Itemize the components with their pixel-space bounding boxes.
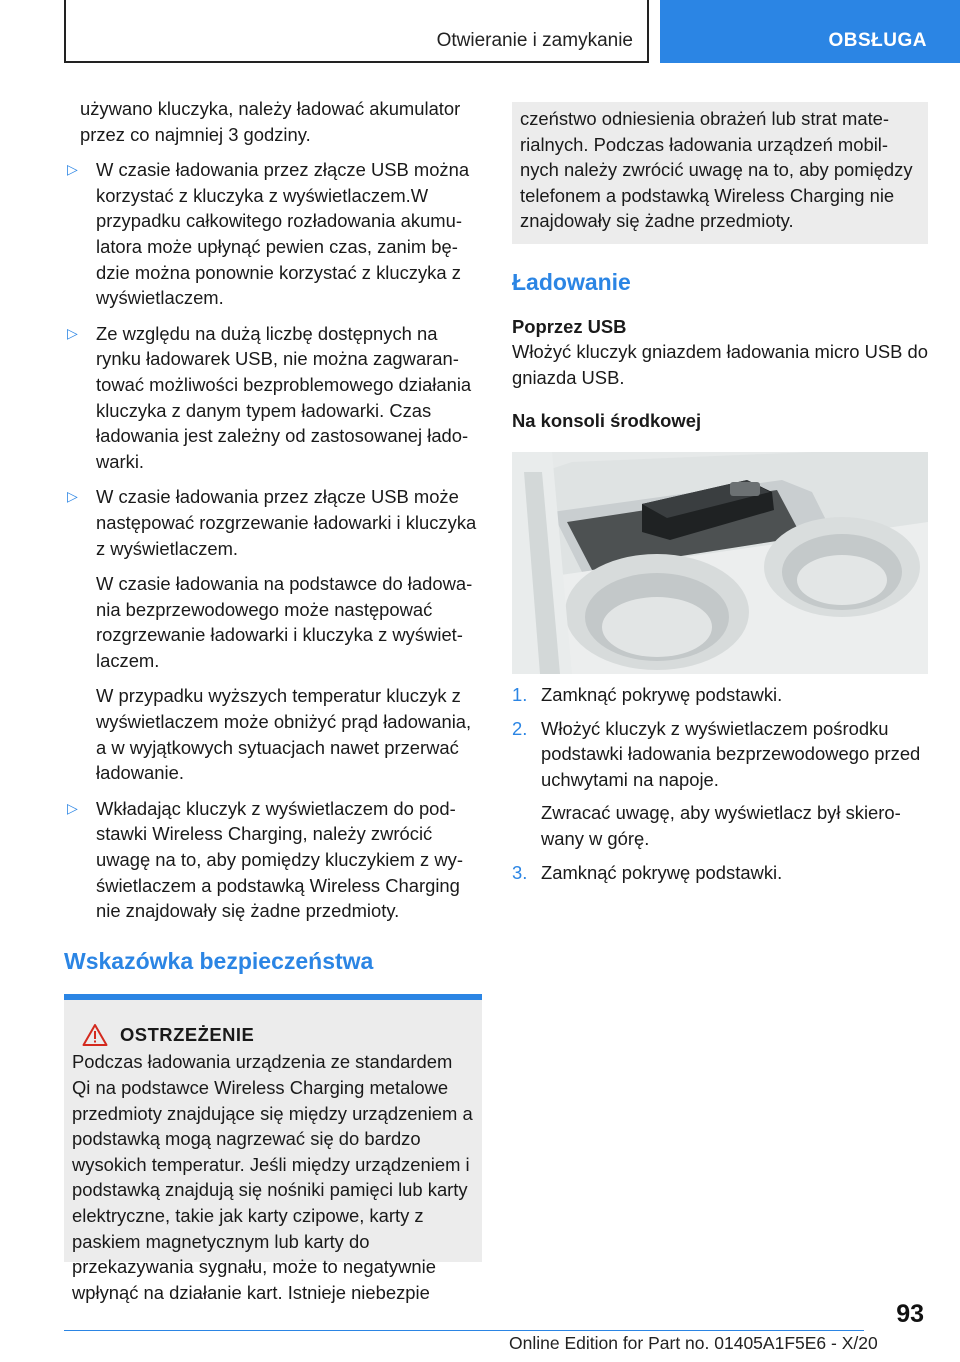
bullet-text: Wkładając kluczyk z wyświetlaczem do podstawki Wireless Charging, należy zwrócić uwagę na to, aby pomiędzy kluczykiem z wyświetlaczem a podstawką Wireless Charging nie znajdowały się żadne przedmioty. <box>96 797 463 922</box>
step-number: 3. <box>512 861 528 883</box>
list-item <box>67 321 482 475</box>
warning-text: Podczas ładowania urządzenia ze standardem Qi na podstawce Wireless Charging metalowe przedmioty znajdujące się między urządzeniem a podstawką mogą nagrzewać się do bardzo wysokich temperatur. Jeśli między urządzeniem i podstawką znajdują się nośniki pamięci lub karty elektryczne, takie jak karty czipowe, karty z paskiem magnetycznym lub karty do przekazywania sygnału, może to negatywnie wpłynąć na działanie kart. Istnieje niebezpie <box>72 1051 473 1303</box>
charging-heading: Ładowanie <box>512 268 631 295</box>
bullet-subparagraph: W czasie ładowania na podstawce do ładowania bezprzewodowego może następować rozgrzewanie ładowarki i kluczyka z wyświetlaczem. <box>96 573 473 671</box>
right-column <box>512 102 928 893</box>
triangle-bullet-icon: ▷ <box>67 799 78 816</box>
warning-box <box>64 994 482 1303</box>
header-title-box <box>64 0 649 63</box>
bullet-text: W czasie ładowania przez złącze USB może następować rozgrzewanie ładowarki i kluczyka z wyświetlaczem. <box>96 486 477 559</box>
list-item <box>67 796 482 924</box>
list-item <box>67 484 482 786</box>
chapter-tab-label: OBSŁUGA <box>828 30 927 51</box>
footer-divider <box>64 1330 864 1331</box>
step-note: Zwracać uwagę, aby wyświetlacz był skierowany w górę. <box>541 802 901 849</box>
step-item <box>512 860 928 886</box>
warning-triangle-icon <box>82 1023 108 1047</box>
step-text: Włożyć kluczyk z wyświetlaczem pośrodku podstawki ładowania bezprzewodowego przed uchwytami na napoje. <box>541 717 921 790</box>
chapter-tab <box>660 0 960 63</box>
triangle-bullet-icon: ▷ <box>67 488 78 505</box>
page-number: 93 <box>896 1300 924 1328</box>
bullet-text: W czasie ładowania przez złącze USB można korzystać z kluczyka z wyświetlaczem.W przypadku całkowitego rozładowania akumulatora może upłynąć pewien czas, zanim będzie można ponownie korzystać z kluczyka z wyświetlaczem. <box>96 159 470 309</box>
intro-paragraph: używano kluczyka, należy ładować akumulator przez co najmniej 3 godziny. <box>80 98 461 145</box>
step-text: Zamknąć pokrywę podstawki. <box>541 683 783 705</box>
triangle-bullet-icon: ▷ <box>67 161 78 178</box>
step-text: Zamknąć pokrywę podstawki. <box>541 861 783 883</box>
triangle-bullet-icon: ▷ <box>67 324 78 341</box>
left-column <box>64 96 482 1303</box>
usb-instructions: Włożyć kluczyk gniazdem ładowania micro USB do gniazda USB. <box>512 341 928 388</box>
section-title: Otwieranie i zamykanie <box>436 30 633 51</box>
center-console-photo <box>512 452 928 674</box>
list-item <box>67 157 482 311</box>
warning-header <box>72 1022 474 1048</box>
safety-heading: Wskazówka bezpieczeństwa <box>64 947 374 974</box>
usb-subheading: Poprzez USB <box>512 315 627 337</box>
warning-continuation-text: czeństwo odniesienia obrażeń lub strat materialnych. Podczas ładowania urządzeń mobilnych należy zwrócić uwagę na to, aby pomiędzy telefonem a podstawką Wireless Charging nie znajdowały się żadne przedmioty. <box>520 108 913 232</box>
bullet-text: Ze względu na dużą liczbę dostępnych na rynku ładowarek USB, nie można zagwarantować możliwości bezproblemowego działania kluczyka z danym typem ładowarki. Czas ładowania jest zależny od zastosowanej ładowarki. <box>96 322 472 472</box>
step-item <box>512 716 928 852</box>
bullet-subparagraph: W przypadku wyższych temperatur kluczyk z wyświetlaczem może obniżyć prąd ładowania, a w wyjątkowych sytuacjach nawet przerwać ładowanie. <box>96 685 472 784</box>
step-number: 2. <box>512 717 528 739</box>
step-item <box>512 682 928 708</box>
console-subheading: Na konsoli środkowej <box>512 410 702 432</box>
step-number: 1. <box>512 683 528 705</box>
warning-continuation-box <box>512 102 928 244</box>
warning-title: OSTRZEŻENIE <box>120 1023 255 1045</box>
edition-footer: Online Edition for Part no. 01405A1F5E6 - X/20 <box>509 1333 878 1353</box>
